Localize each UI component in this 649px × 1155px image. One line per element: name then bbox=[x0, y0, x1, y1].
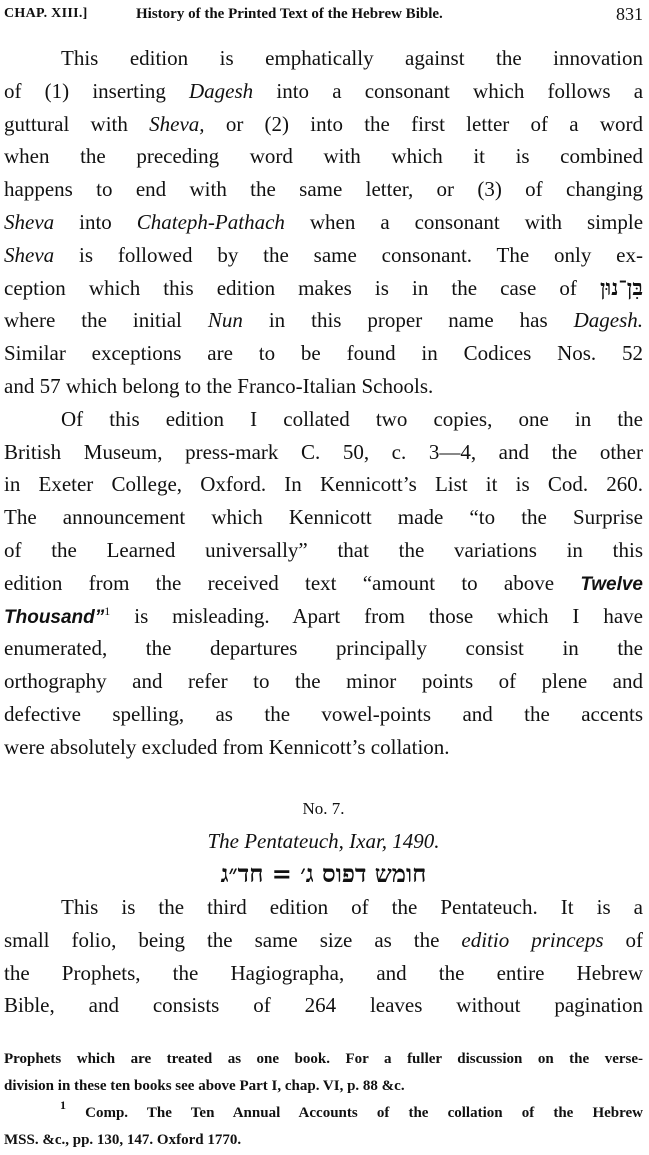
italic-term: Sheva bbox=[4, 242, 55, 267]
text-line: happens to end with the same letter, or (3) of changing bbox=[4, 177, 643, 202]
text-line: Bible, and consists of 264 leaves without pagination bbox=[4, 993, 643, 1018]
text-line: This edition is emphatically against the innovation bbox=[61, 46, 643, 70]
section-number: No. 7. bbox=[302, 799, 345, 818]
running-title: History of the Printed Text of the Hebrew Bible. bbox=[136, 6, 443, 22]
italic-term: editio princeps bbox=[461, 927, 604, 952]
text-line: Of this edition I collated two copies, one in the bbox=[61, 406, 643, 431]
page-number: 831 bbox=[616, 4, 643, 24]
emphasis-text: Twelve bbox=[580, 573, 643, 595]
hebrew-title: חומש דפוס ג׳ = חד״ג bbox=[220, 859, 427, 888]
text-line: and 57 which belong to the Franco-Italian Schools. bbox=[4, 373, 434, 398]
italic-term: Nun bbox=[207, 308, 243, 333]
text-line: defective spelling, as the vowel-points and the accents bbox=[4, 701, 643, 726]
text-line: of the Learned universally” that the variations in this bbox=[4, 537, 643, 562]
footnote-marker: 1 bbox=[60, 1098, 66, 1112]
text-line: orthography and refer to the minor points of plene and bbox=[4, 669, 643, 694]
text-line: Similar exceptions are to be found in Codices Nos. 52 bbox=[4, 341, 643, 366]
italic-term: Sheva, bbox=[149, 111, 205, 136]
footnote-line: division in these ten books see above Part I, chap. VI, p. 88 &c. bbox=[4, 1078, 405, 1094]
text-line: enumerated, the departures principally consist in the bbox=[4, 636, 643, 661]
text-line: small folio, being the same size as the editio princeps of bbox=[4, 927, 643, 952]
footnote-line: $^1$ Comp. The Ten Annual Accounts of the collation of the Hebrew bbox=[60, 1098, 644, 1121]
text-line: Thousand”$^1$ is misleading. Apart from those which I have bbox=[4, 603, 643, 628]
footnote-line: MSS. &c., pp. 130, 147. Oxford 1770. bbox=[4, 1132, 242, 1148]
italic-term: Sheva bbox=[4, 209, 55, 234]
text-line: edition from the received text “amount to above Twelve bbox=[4, 570, 643, 595]
footnotes bbox=[4, 1046, 643, 1154]
footnote-line: Prophets which are treated as one book. For a fuller discussion on the verse- bbox=[4, 1051, 643, 1067]
text-line: the Prophets, the Hagiographa, and the entire Hebrew bbox=[4, 960, 643, 985]
footnote-ref: 1 bbox=[104, 603, 111, 618]
text-line: Sheva into Chateph-Pathach when a consonant with simple bbox=[4, 209, 643, 234]
chapter-label: CHAP. XIII.] bbox=[4, 6, 88, 21]
italic-term: Chateph-Pathach bbox=[136, 209, 285, 234]
text-line: British Museum, press-mark C. 50, c. 3—4, and the other bbox=[4, 439, 643, 464]
hebrew-word: בִּן־נוּן bbox=[599, 274, 643, 301]
text-line: ception which this edition makes is in the case of בִּן־נוּן bbox=[4, 274, 643, 301]
section-title: The Pentateuch, Ixar, 1490. bbox=[207, 829, 440, 853]
italic-term: Dagesh bbox=[189, 78, 254, 103]
text-line: Sheva is followed by the same consonant. The only ex- bbox=[4, 242, 643, 267]
text-line: guttural with Sheva, or (2) into the first letter of a word bbox=[4, 111, 643, 136]
text-line: The announcement which Kennicott made “to the Surprise bbox=[4, 505, 643, 530]
text-line: in Exeter College, Oxford. In Kennicott’s List it is Cod. 260. bbox=[4, 472, 643, 497]
section-no-7 bbox=[4, 793, 643, 1022]
running-header bbox=[4, 4, 643, 26]
text-line: when the preceding word with which it is combined bbox=[4, 144, 643, 169]
emphasis-text: Thousand” bbox=[4, 606, 105, 628]
text-line: were absolutely excluded from Kennicott’s collation. bbox=[4, 734, 450, 759]
text-line: of (1) inserting Dagesh into a consonant which follows a bbox=[4, 78, 643, 103]
main-text bbox=[4, 42, 643, 764]
text-line: where the initial Nun in this proper name has Dagesh. bbox=[4, 308, 643, 333]
italic-term: Dagesh. bbox=[573, 308, 643, 333]
text-line: This is the third edition of the Pentateuch. It is a bbox=[61, 895, 643, 919]
